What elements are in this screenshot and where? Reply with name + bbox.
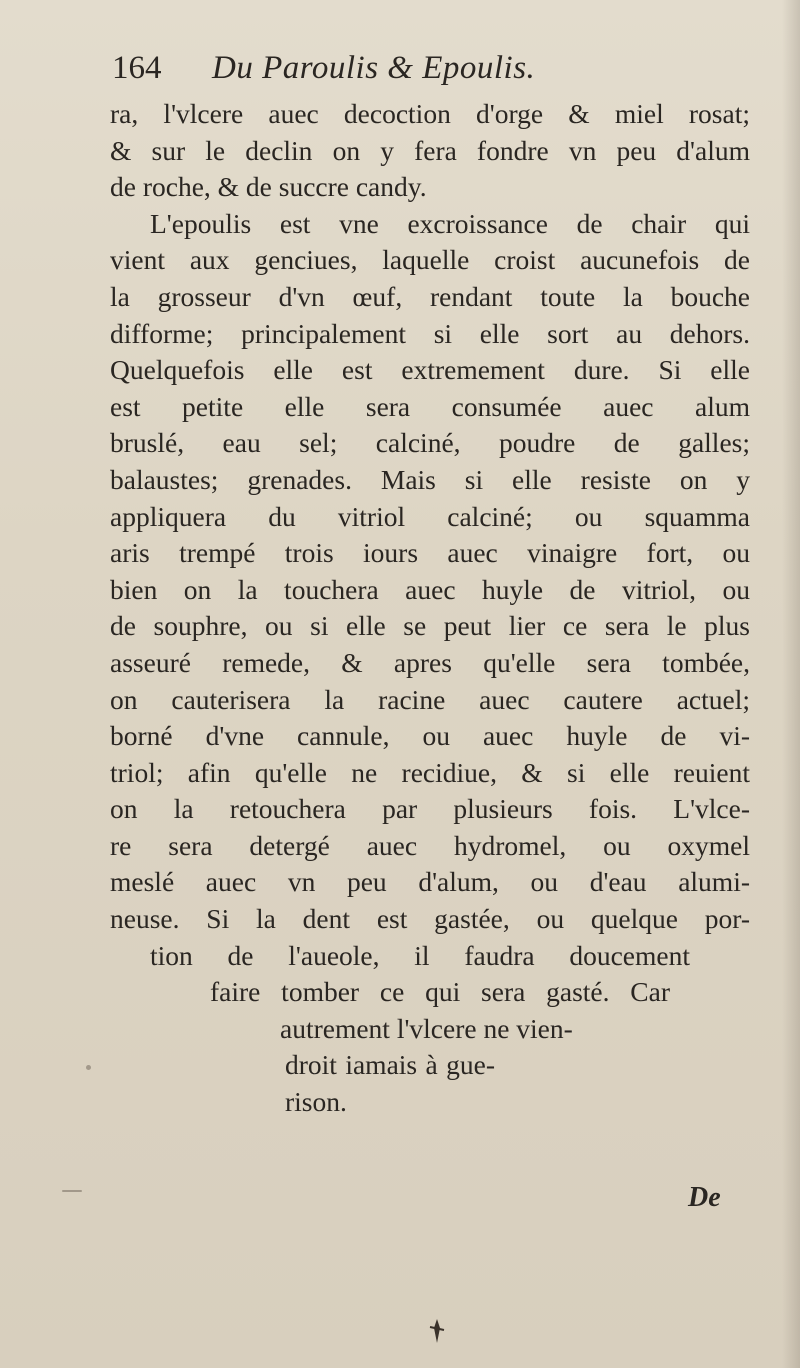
printer-ornament-icon bbox=[428, 1318, 446, 1344]
text-line: difforme; principalement si elle sort au dehors. bbox=[110, 317, 750, 349]
text-line: on cauterisera la racine auec cautere actuel; bbox=[110, 683, 750, 715]
text-line: vient aux genciues, laquelle croist aucunefois de bbox=[110, 244, 750, 276]
page-number: 164 bbox=[112, 50, 162, 86]
running-title: Du Paroulis & Epoulis. bbox=[212, 50, 536, 86]
text-line: tion de l'aueole, il faudra doucement bbox=[150, 939, 690, 971]
text-line: ra, l'vlcere auec decoction d'orge & miel rosat; bbox=[110, 98, 750, 129]
text-line: & sur le declin on y fera fondre vn peu d'alum bbox=[110, 134, 750, 166]
catchword: De bbox=[688, 1182, 721, 1213]
text-line: Quelquefois elle est extremement dure. Si elle bbox=[110, 354, 750, 386]
text-line: re sera detergé auec hydromel, ou oxymel bbox=[110, 829, 750, 861]
text-line: balaustes; grenades. Mais si elle resiste on y bbox=[110, 463, 750, 495]
page-header bbox=[112, 44, 652, 92]
text-line: neuse. Si la dent est gastée, ou quelque por- bbox=[110, 903, 750, 935]
text-line: triol; afin qu'elle ne recidiue, & si elle reuient bbox=[110, 756, 750, 788]
text-line: aris trempé trois iours auec vinaigre fort, ou bbox=[110, 537, 750, 569]
text-line: appliquera du vitriol calciné; ou squamma bbox=[110, 500, 750, 532]
text-line: asseuré remede, & apres qu'elle sera tombée, bbox=[110, 646, 750, 678]
text-line: bruslé, eau sel; calciné, poudre de galles; bbox=[110, 427, 750, 459]
text-line: de souphre, ou si elle se peut lier ce sera le plus bbox=[110, 610, 750, 642]
text-line: rison. bbox=[285, 1086, 347, 1118]
text-line: meslé auec vn peu d'alum, ou d'eau alumi- bbox=[110, 866, 750, 898]
paper-speck bbox=[62, 1190, 82, 1192]
page-edge-shadow bbox=[782, 0, 800, 1368]
text-line: bien on la touchera auec huyle de vitriol, ou bbox=[110, 573, 750, 605]
text-line: L'epoulis est vne excroissance de chair qui bbox=[150, 207, 750, 239]
paper-speck bbox=[86, 1065, 91, 1070]
text-line: on la retouchera par plusieurs fois. L'vlce- bbox=[110, 793, 750, 825]
text-line: droit iamais à gue- bbox=[285, 1049, 495, 1081]
text-line: borné d'vne cannule, ou auec huyle de vi- bbox=[110, 720, 750, 752]
text-line: la grosseur d'vn œuf, rendant toute la bouche bbox=[110, 280, 750, 312]
text-line: autrement l'vlcere ne vien- bbox=[280, 1012, 573, 1044]
text-line: faire tomber ce qui sera gasté. Car bbox=[210, 976, 670, 1008]
body-text bbox=[110, 96, 750, 1121]
text-line: de roche, & de succre candy. bbox=[110, 171, 427, 203]
text-line: est petite elle sera consumée auec alum bbox=[110, 390, 750, 422]
